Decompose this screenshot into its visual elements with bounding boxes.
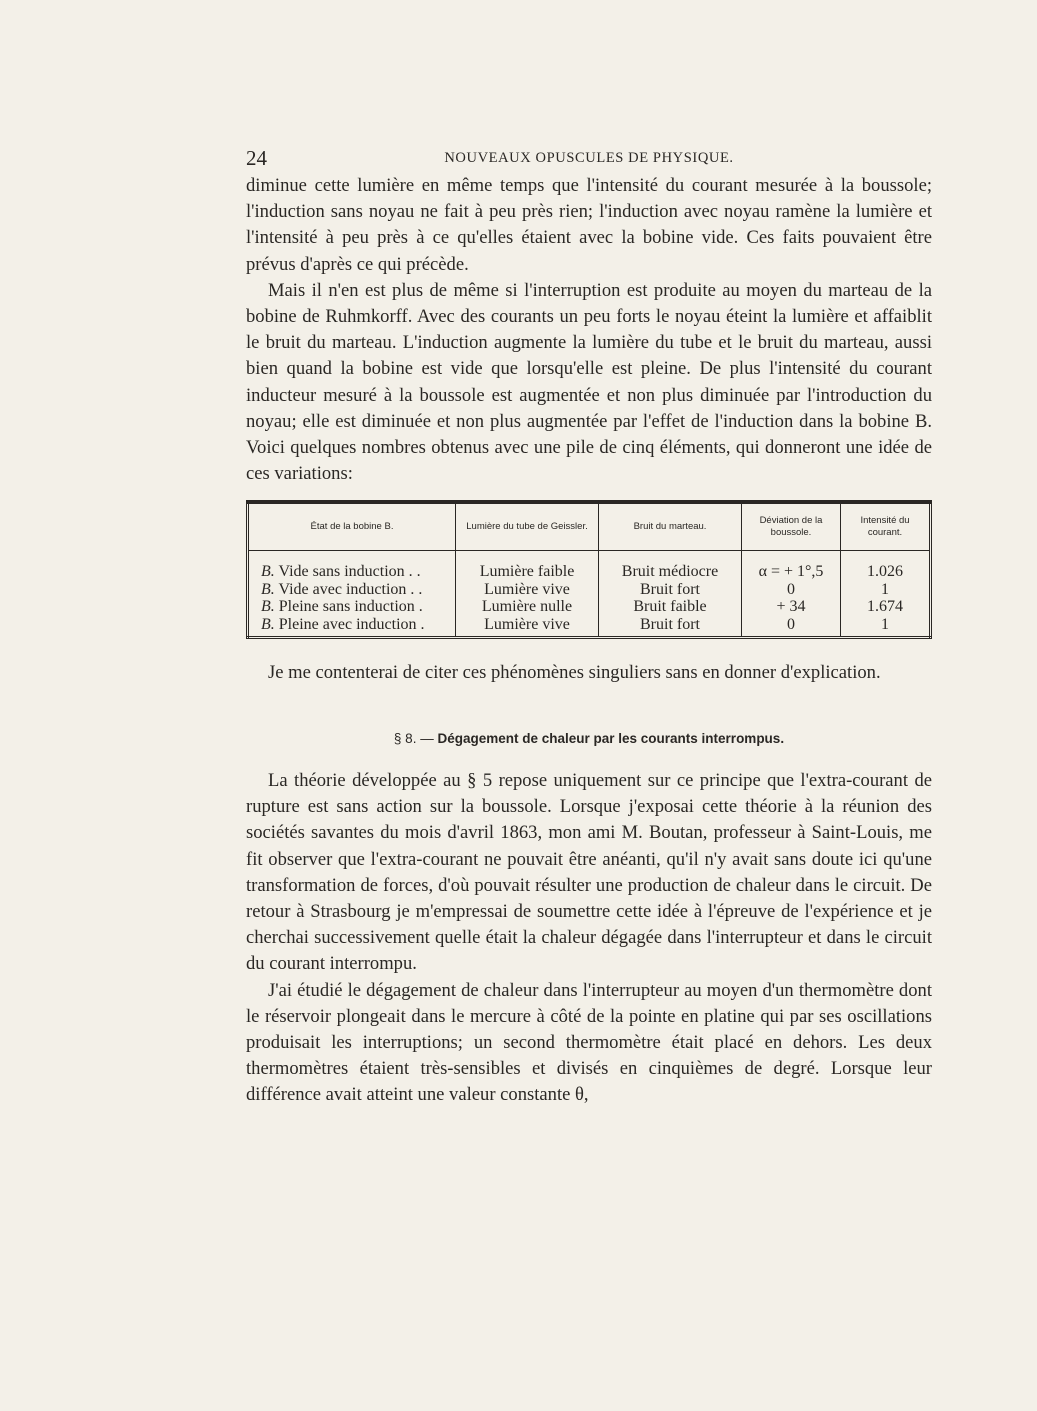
running-title: NOUVEAUX OPUSCULES DE PHYSIQUE. bbox=[444, 150, 734, 166]
cell-intensite: 1 bbox=[841, 581, 931, 599]
cell-intensite: 1.674 bbox=[841, 598, 931, 616]
results-table bbox=[246, 500, 932, 639]
column-header: Bruit du marteau. bbox=[599, 502, 742, 551]
cell-lumiere: Lumière nulle bbox=[456, 598, 599, 616]
cell-etat bbox=[248, 551, 456, 581]
bobine-label: B. bbox=[261, 563, 275, 580]
cell-etat bbox=[248, 598, 456, 616]
column-header: Intensité du courant. bbox=[841, 502, 931, 551]
cell-intensite: 1.026 bbox=[841, 551, 931, 581]
cell-lumiere: Lumière vive bbox=[456, 616, 599, 638]
bobine-label: B. bbox=[261, 615, 275, 633]
bobine-label: B. bbox=[261, 598, 275, 615]
etat-label: Vide avec induction . . bbox=[278, 580, 423, 598]
cell-etat bbox=[248, 616, 456, 638]
page-number: 24 bbox=[246, 146, 267, 170]
column-header: Déviation de la boussole. bbox=[742, 502, 841, 551]
section-title: Dégagement de chaleur par les courants interrompus. bbox=[437, 731, 785, 746]
paragraph: J'ai étudié le dégagement de chaleur dans l'interrupteur au moyen d'un thermomètre dont le réservoir plongeait dans le mercure à côté de la pointe en platine qui par ses oscillations produisait les interruptions; un second thermomètre était placé en dehors. Les deux thermomètres étaient très-sensibles et divisés en cinquièmes de degré. Lorsque leur différence avait atteint une valeur constante θ, bbox=[246, 979, 932, 1106]
paragraph: Je me contenterai de citer ces phénomènes singuliers sans en donner d'explication. bbox=[268, 662, 881, 683]
etat-label: Vide sans induction . . bbox=[278, 563, 421, 580]
paragraph: Mais il n'en est plus de même si l'interruption est produite au moyen du marteau de la bobine de Ruhmkorff. Avec des courants un peu forts le noyau éteint la lumière et affaiblit le bruit du marteau. L'induction augmente la lumière du tube et le bruit du marteau, aussi bien quand la bobine est vide que lorsqu'elle est pleine. De plus l'intensité du courant inducteur mesuré à la boussole est augmentée et non plus diminuée par l'introduction du noyau; elle est diminuée et non plus augmentée par l'effet de l'induction dans la bobine B. Voici quelques nombres obtenus avec une pile de cinq éléments, qui donneront une idée de ces variations: bbox=[246, 279, 932, 485]
body-text-bottom bbox=[246, 768, 932, 1109]
cell-lumiere: Lumière vive bbox=[456, 581, 599, 599]
etat-label: Pleine avec induction . bbox=[278, 615, 425, 633]
paragraph: diminue cette lumière en même temps que l'intensité du courant mesurée à la boussole; l'induction sans noyau ne fait à peu près rien; l'induction avec noyau ramène la lumière et l'intensité à peu près à ce qu'elles étaient avec la bobine vide. Ces faits pouvaient être prévus d'après ce qui précède. bbox=[246, 175, 932, 275]
bobine-label: B. bbox=[261, 580, 275, 598]
cell-bruit: Bruit médiocre bbox=[599, 551, 742, 581]
table-row bbox=[248, 581, 931, 599]
body-text-top bbox=[246, 173, 932, 487]
cell-lumiere: Lumière faible bbox=[456, 551, 599, 581]
table-row bbox=[248, 551, 931, 581]
table-row bbox=[248, 616, 931, 638]
column-header: État de la bobine B. bbox=[248, 502, 456, 551]
etat-label: Pleine sans induction . bbox=[278, 598, 423, 615]
cell-intensite: 1 bbox=[841, 616, 931, 638]
cell-bruit: Bruit faible bbox=[599, 598, 742, 616]
section-heading bbox=[246, 731, 932, 746]
cell-bruit: Bruit fort bbox=[599, 581, 742, 599]
body-text-after-table bbox=[246, 660, 932, 686]
cell-deviation: + 34 bbox=[742, 598, 841, 616]
table-row bbox=[248, 598, 931, 616]
cell-deviation: 0 bbox=[742, 581, 841, 599]
column-header: Lumière du tube de Geissler. bbox=[456, 502, 599, 551]
cell-etat bbox=[248, 581, 456, 599]
page-header bbox=[246, 146, 932, 170]
cell-bruit: Bruit fort bbox=[599, 616, 742, 638]
cell-deviation: α = + 1°,5 bbox=[742, 551, 841, 581]
section-number: § 8. — bbox=[393, 731, 434, 746]
cell-deviation: 0 bbox=[742, 616, 841, 638]
table-header-row bbox=[248, 502, 931, 551]
paragraph: La théorie développée au § 5 repose uniquement sur ce principe que l'extra-courant de rupture est sans action sur la boussole. Lorsque j'exposai cette théorie à la réunion des sociétés savantes du mois d'avril 1863, mon ami M. Boutan, professeur à Saint-Louis, me fit observer que l'extra-courant ne pouvait être anéanti, qu'il n'y avait sans doute ici qu'une transformation de forces, d'où pouvait résulter une production de chaleur dans le circuit. De retour à Strasbourg je m'empressai de soumettre cette idée à l'épreuve de l'expérience et je cherchai successivement quelle était la chaleur dégagée dans l'interrupteur et dans le circuit du courant interrompu. bbox=[246, 770, 932, 975]
